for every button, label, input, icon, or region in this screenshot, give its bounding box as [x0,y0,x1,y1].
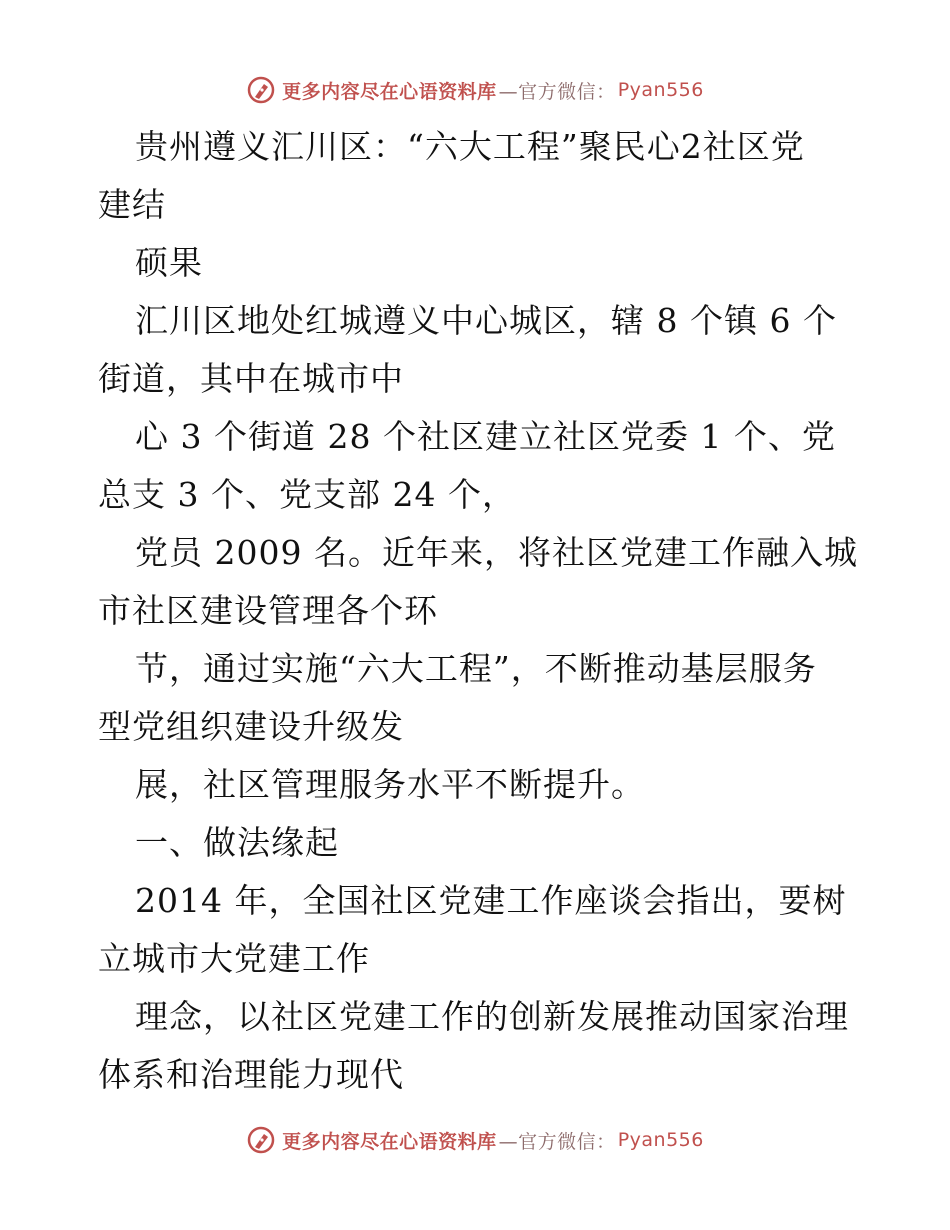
paragraph-line: 硕果 [135,243,203,282]
paragraph-line: 2014 年，全国社区党建工作座谈会指出，要树 [135,881,847,920]
watermark-separator: —官方微信： [498,1130,616,1153]
watermark-account: Pyan556 [617,79,704,101]
paragraph-line: 体系和治理能力现代 [98,1055,404,1094]
footer-watermark [0,1120,950,1160]
document-body [98,118,858,1104]
paragraph-line: 总支 3 个、党支部 24 个， [98,475,516,514]
watermark-text: 更多内容尽在心语资料库 [282,80,497,103]
pen-nib-circle-icon [246,75,276,105]
paragraph-line: 展，社区管理服务水平不断提升。 [135,765,645,804]
paragraph-line: 理念，以社区党建工作的创新发展推动国家治理 [135,997,849,1036]
paragraph-line: 市社区建设管理各个环 [98,591,438,630]
paragraph-line: 立城市大党建工作 [98,939,370,978]
paragraph-line: 节，通过实施“六大工程”，不断推动基层服务 [135,649,817,688]
paragraph-line: 心 3 个街道 28 个社区建立社区党委 1 个、党 [135,417,836,456]
document-title-line-2: 建结 [98,185,166,224]
paragraph-line: 型党组织建设升级发 [98,707,404,746]
watermark-separator: —官方微信： [498,80,616,103]
paragraph-line: 党员 2009 名。近年来，将社区党建工作融入城 [135,533,858,572]
paragraph-line: 街道，其中在城市中 [98,359,404,398]
paragraph-line: 汇川区地处红城遵义中心城区，辖 8 个镇 6 个 [135,301,837,340]
header-watermark [0,70,950,110]
pen-nib-circle-icon [246,1125,276,1155]
watermark-account: Pyan556 [617,1129,704,1151]
section-heading: 一、做法缘起 [135,823,339,862]
document-title-line-1: 贵州遵义汇川区：“六大工程”聚民心2社区党 [135,127,805,166]
watermark-text: 更多内容尽在心语资料库 [282,1130,497,1153]
